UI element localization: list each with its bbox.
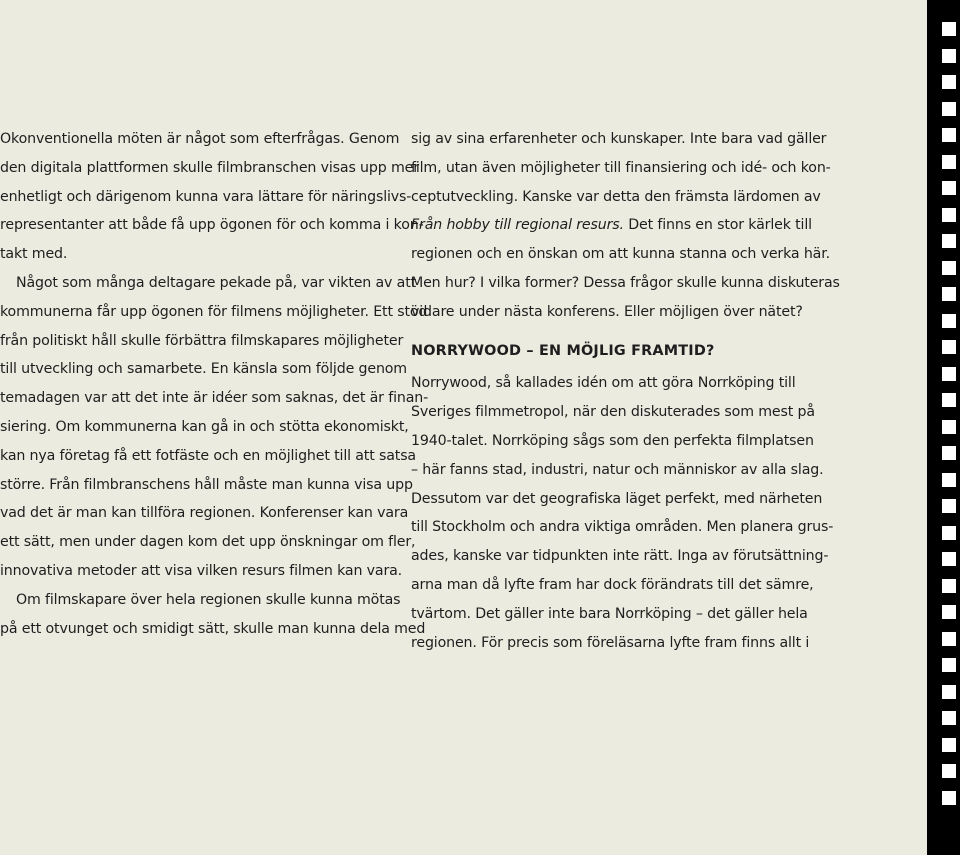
body-line: enhetligt och därigenom kunna vara lättare för näringslivs- bbox=[0, 188, 412, 205]
body-line: ceptutveckling. Kanske var detta den främsta lärdomen av bbox=[411, 188, 821, 205]
filmstrip-hole bbox=[942, 340, 956, 354]
body-line: Okonventionella möten är något som efterfrågas. Genom bbox=[0, 131, 400, 147]
body-line: 1940-talet. Norrköping sågs som den perfekta filmplatsen bbox=[411, 432, 814, 449]
filmstrip-border bbox=[927, 0, 960, 855]
filmstrip-hole bbox=[942, 473, 956, 487]
body-line: vidare under nästa konferens. Eller möjligen över nätet? bbox=[411, 303, 803, 320]
filmstrip-hole bbox=[942, 22, 956, 36]
body-line: innovativa metoder att visa vilken resurs filmen kan vara. bbox=[0, 562, 403, 579]
filmstrip-hole bbox=[942, 393, 956, 407]
body-line: film, utan även möjligheter till finansiering och idé- och kon- bbox=[411, 159, 831, 176]
filmstrip-hole bbox=[942, 738, 956, 752]
filmstrip-hole bbox=[942, 261, 956, 275]
filmstrip-hole bbox=[942, 75, 956, 89]
left-text-column bbox=[0, 125, 429, 643]
body-line: till utveckling och samarbete. En känsla som följde genom bbox=[0, 361, 407, 378]
body-line: representanter att både få upp ögonen för och komma i kon- bbox=[0, 217, 424, 234]
body-line: siering. Om kommunerna kan gå in och stötta ekonomiskt, bbox=[0, 418, 409, 435]
filmstrip-hole bbox=[942, 579, 956, 593]
right-text-column bbox=[411, 125, 840, 657]
seminar-title-italic: Från hobby till regional resurs. bbox=[411, 217, 624, 234]
body-line: till Stockholm och andra viktiga områden. Men planera grus- bbox=[411, 519, 834, 536]
body-line: större. Från filmbranschens håll måste man kunna visa upp bbox=[0, 476, 413, 493]
body-line: kan nya företag få ett fotfäste och en möjlighet till att satsa bbox=[0, 447, 416, 464]
filmstrip-hole bbox=[942, 605, 956, 619]
body-line: ades, kanske var tidpunkten inte rätt. Inga av förutsättning- bbox=[411, 548, 829, 565]
filmstrip-hole bbox=[942, 128, 956, 142]
filmstrip-hole bbox=[942, 420, 956, 434]
body-line: sig av sina erfarenheter och kunskaper. Inte bara vad gäller bbox=[411, 131, 827, 147]
body-text: Det finns en stor kärlek till bbox=[623, 217, 812, 234]
section-heading: NORRYWOOD – EN MÖJLIG FRAMTID? bbox=[411, 342, 715, 359]
filmstrip-hole bbox=[942, 499, 956, 513]
body-line: ett sätt, men under dagen kom det upp önskningar om fler, bbox=[0, 534, 416, 551]
filmstrip-hole bbox=[942, 181, 956, 195]
filmstrip-hole bbox=[942, 791, 956, 805]
body-line: temadagen var att det inte är idéer som saknas, det är finan- bbox=[0, 390, 429, 407]
filmstrip-hole bbox=[942, 155, 956, 169]
body-line: Men hur? I vilka former? Dessa frågor skulle kunna diskuteras bbox=[411, 274, 840, 291]
body-line: arna man då lyfte fram har dock förändrats till det sämre, bbox=[411, 576, 814, 593]
body-line: kommunerna får upp ögonen för filmens möjligheter. Ett stöd bbox=[0, 303, 428, 320]
filmstrip-hole bbox=[942, 102, 956, 116]
filmstrip-hole bbox=[942, 711, 956, 725]
body-line: regionen och en önskan om att kunna stanna och verka här. bbox=[411, 246, 830, 263]
body-line: vad det är man kan tillföra regionen. Konferenser kan vara bbox=[0, 505, 409, 522]
filmstrip-hole bbox=[942, 685, 956, 699]
filmstrip-hole bbox=[942, 764, 956, 778]
body-line: Dessutom var det geografiska läget perfekt, med närheten bbox=[411, 490, 823, 507]
filmstrip-hole bbox=[942, 526, 956, 540]
body-line: tvärtom. Det gäller inte bara Norrköping – det gäller hela bbox=[411, 605, 808, 622]
body-line: Norrywood, så kallades idén om att göra Norrköping till bbox=[411, 375, 796, 392]
body-line: regionen. För precis som föreläsarna lyfte fram finns allt i bbox=[411, 634, 810, 651]
filmstrip-hole bbox=[942, 287, 956, 301]
body-line: den digitala plattformen skulle filmbranschen visas upp mer bbox=[0, 159, 419, 176]
body-line: från politiskt håll skulle förbättra filmskapares möjligheter bbox=[0, 332, 404, 349]
body-line: takt med. bbox=[0, 246, 68, 263]
body-line-with-title bbox=[411, 211, 812, 240]
filmstrip-hole bbox=[942, 208, 956, 222]
filmstrip-hole bbox=[942, 314, 956, 328]
filmstrip-hole bbox=[942, 632, 956, 646]
body-line: Om filmskapare över hela regionen skulle kunna mötas bbox=[16, 591, 401, 608]
body-line: – här fanns stad, industri, natur och människor av alla slag. bbox=[411, 461, 824, 478]
body-line: på ett otvunget och smidigt sätt, skulle man kunna dela med bbox=[0, 620, 426, 637]
filmstrip-hole bbox=[942, 446, 956, 460]
filmstrip-hole bbox=[942, 367, 956, 381]
filmstrip-hole bbox=[942, 658, 956, 672]
filmstrip-hole bbox=[942, 234, 956, 248]
body-line: Något som många deltagare pekade på, var vikten av att bbox=[16, 274, 417, 291]
filmstrip-hole bbox=[942, 49, 956, 63]
filmstrip-hole bbox=[942, 552, 956, 566]
body-line: Sveriges filmmetropol, när den diskuterades som mest på bbox=[411, 404, 815, 421]
